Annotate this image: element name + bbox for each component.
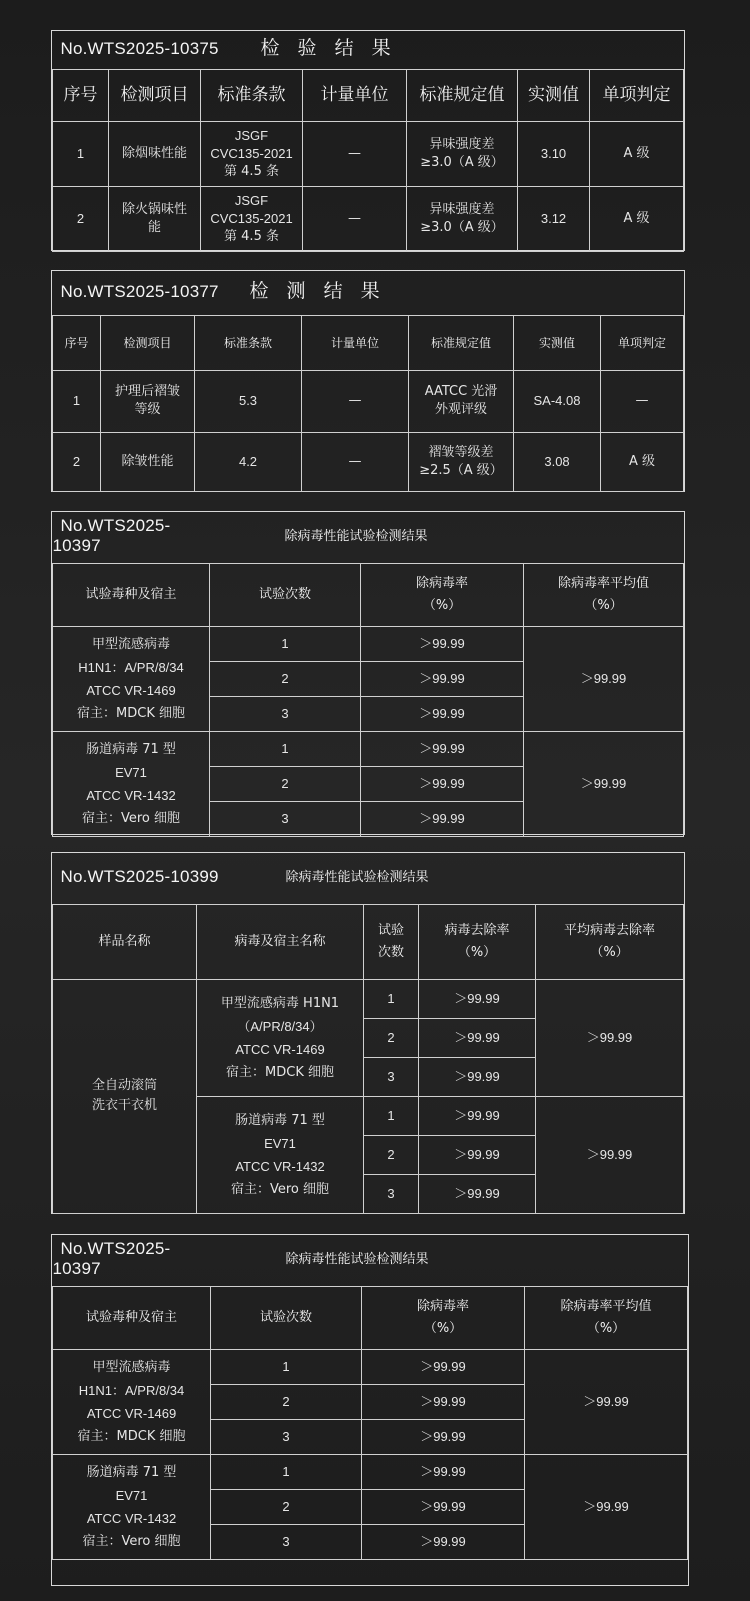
report-wts2025-10397 [51, 511, 685, 835]
row-judgement: — [601, 370, 684, 432]
virus-host-cell: 肠道病毒 71 型 EV71 ATCC VR-1432 宿主：Vero 细胞 [197, 1096, 364, 1213]
row-requirement: 异味强度差 ≥3.0（A 级） [407, 121, 518, 186]
report-wts2025-10397-repeat [51, 1234, 689, 1586]
header-seq: 序号 [53, 69, 109, 121]
row-standard: 4.2 [195, 432, 302, 491]
row-measured: SA-4.08 [514, 370, 601, 432]
virus-host-cell: 肠道病毒 71 型 EV71 ATCC VR-1432 宿主：Vero 细胞 [53, 1454, 211, 1559]
row-measured: 3.12 [518, 186, 590, 251]
row-standard: 5.3 [195, 370, 302, 432]
header-item: 检测项目 [109, 69, 201, 121]
removal-rate: ＞99.99 [361, 661, 524, 696]
header-judgement: 单项判定 [590, 69, 684, 121]
removal-rate: ＞99.99 [362, 1419, 525, 1454]
table-row [53, 1349, 688, 1384]
row-judgement: A 级 [590, 186, 684, 251]
removal-rate: ＞99.99 [362, 1454, 525, 1489]
report-number: No.WTS2025-10377 [60, 281, 219, 301]
table-row [53, 626, 684, 661]
removal-rate: ＞99.99 [419, 1135, 536, 1174]
virus-host-cell: 甲型流感病毒 H1N1：A/PR/8/34 ATCC VR-1469 宿主：MDCK 细胞 [53, 626, 210, 731]
header-runs: 试验 次数 [364, 904, 419, 979]
header-unit: 计量单位 [303, 69, 407, 121]
header-seq: 序号 [53, 315, 101, 370]
run-number: 3 [210, 801, 361, 836]
row-seq: 1 [53, 121, 109, 186]
removal-rate: ＞99.99 [362, 1384, 525, 1419]
sample-name-cell: 全自动滚筒 洗衣干衣机 [53, 979, 197, 1213]
removal-rate: ＞99.99 [419, 1096, 536, 1135]
removal-rate: ＞99.99 [361, 766, 524, 801]
report-wts2025-10375 [51, 30, 685, 251]
header-requirement: 标准规定值 [407, 69, 518, 121]
table-row [53, 979, 684, 1018]
run-number: 1 [210, 626, 361, 661]
table-row [53, 1454, 688, 1489]
table-row [53, 731, 684, 766]
table-row [53, 432, 684, 491]
header-virus-host: 试验毒种及宿主 [53, 563, 210, 626]
run-number: 1 [211, 1454, 362, 1489]
row-judgement: A 级 [601, 432, 684, 491]
run-number: 2 [210, 766, 361, 801]
table-row [53, 121, 684, 186]
removal-rate: ＞99.99 [419, 979, 536, 1018]
row-judgement: A 级 [590, 121, 684, 186]
removal-rate: ＞99.99 [362, 1489, 525, 1524]
header-measured: 实测值 [514, 315, 601, 370]
header-requirement: 标准规定值 [409, 315, 514, 370]
run-number: 3 [211, 1524, 362, 1559]
header-average-rate: 平均病毒去除率 （%） [536, 904, 684, 979]
removal-rate: ＞99.99 [419, 1174, 536, 1213]
row-standard: JSGF CVC135-2021 第 4.5 条 [201, 186, 303, 251]
header-sample-name: 样品名称 [53, 904, 197, 979]
report-wts2025-10399 [51, 852, 685, 1214]
run-number: 2 [211, 1489, 362, 1524]
row-seq: 2 [53, 186, 109, 251]
header-unit: 计量单位 [302, 315, 409, 370]
header-item: 检测项目 [101, 315, 195, 370]
row-seq: 2 [53, 432, 101, 491]
row-unit: — [302, 432, 409, 491]
header-measured: 实测值 [518, 69, 590, 121]
header-average-rate: 除病毒率平均值 （%） [525, 1286, 688, 1349]
removal-rate: ＞99.99 [361, 801, 524, 836]
report-title: 除病毒性能试验检测结果 [285, 870, 429, 886]
run-number: 2 [364, 1018, 419, 1057]
run-number: 2 [210, 661, 361, 696]
run-number: 1 [364, 1096, 419, 1135]
removal-rate: ＞99.99 [361, 731, 524, 766]
removal-rate: ＞99.99 [361, 626, 524, 661]
header-runs: 试验次数 [211, 1286, 362, 1349]
removal-rate: ＞99.99 [362, 1349, 525, 1384]
average-rate: ＞99.99 [524, 626, 684, 731]
average-rate: ＞99.99 [536, 1096, 684, 1213]
average-rate: ＞99.99 [525, 1454, 688, 1559]
row-item: 除烟味性能 [109, 121, 201, 186]
row-unit: — [303, 186, 407, 251]
row-item: 除皱性能 [101, 432, 195, 491]
header-removal-rate: 除病毒率 （%） [362, 1286, 525, 1349]
header-virus-host: 病毒及宿主名称 [197, 904, 364, 979]
virus-host-cell: 甲型流感病毒 H1N1 （A/PR/8/34） ATCC VR-1469 宿主：MDCK 细胞 [197, 979, 364, 1096]
run-number: 3 [211, 1419, 362, 1454]
header-judgement: 单项判定 [601, 315, 684, 370]
virus-host-cell: 甲型流感病毒 H1N1：A/PR/8/34 ATCC VR-1469 宿主：MDCK 细胞 [53, 1349, 211, 1454]
run-number: 1 [211, 1349, 362, 1384]
removal-rate: ＞99.99 [419, 1018, 536, 1057]
run-number: 2 [211, 1384, 362, 1419]
virus-host-cell: 肠道病毒 71 型 EV71 ATCC VR-1432 宿主：Vero 细胞 [53, 731, 210, 836]
header-average-rate: 除病毒率平均值 （%） [524, 563, 684, 626]
header-virus-host: 试验毒种及宿主 [53, 1286, 211, 1349]
row-requirement: 褶皱等级差 ≥2.5（A 级） [409, 432, 514, 491]
header-standard: 标准条款 [195, 315, 302, 370]
average-rate: ＞99.99 [536, 979, 684, 1096]
run-number: 1 [210, 731, 361, 766]
table-row [53, 186, 684, 251]
row-measured: 3.10 [518, 121, 590, 186]
report-number: No.WTS2025-10397 [52, 516, 171, 556]
report-number: No.WTS2025-10375 [60, 38, 219, 58]
header-standard: 标准条款 [201, 69, 303, 121]
report-title: 除病毒性能试验检测结果 [284, 529, 428, 545]
row-requirement: AATCC 光滑 外观评级 [409, 370, 514, 432]
report-number: No.WTS2025-10399 [60, 867, 219, 887]
row-unit: — [302, 370, 409, 432]
removal-rate: ＞99.99 [419, 1057, 536, 1096]
run-number: 3 [210, 696, 361, 731]
report-title: 检 测 结 果 [249, 280, 386, 303]
row-measured: 3.08 [514, 432, 601, 491]
average-rate: ＞99.99 [525, 1349, 688, 1454]
report-title: 除病毒性能试验检测结果 [285, 1252, 429, 1268]
header-removal-rate: 病毒去除率 （%） [419, 904, 536, 979]
run-number: 3 [364, 1057, 419, 1096]
run-number: 2 [364, 1135, 419, 1174]
row-standard: JSGF CVC135-2021 第 4.5 条 [201, 121, 303, 186]
removal-rate: ＞99.99 [361, 696, 524, 731]
row-item: 除火锅味性 能 [109, 186, 201, 251]
row-unit: — [303, 121, 407, 186]
report-wts2025-10377 [51, 270, 685, 492]
table-row [53, 370, 684, 432]
row-requirement: 异味强度差 ≥3.0（A 级） [407, 186, 518, 251]
row-seq: 1 [53, 370, 101, 432]
header-removal-rate: 除病毒率 （%） [361, 563, 524, 626]
report-number: No.WTS2025-10397 [52, 1239, 171, 1279]
run-number: 3 [364, 1174, 419, 1213]
average-rate: ＞99.99 [524, 731, 684, 836]
run-number: 1 [364, 979, 419, 1018]
report-title: 检 验 结 果 [260, 37, 397, 60]
removal-rate: ＞99.99 [362, 1524, 525, 1559]
row-item: 护理后褶皱 等级 [101, 370, 195, 432]
header-runs: 试验次数 [210, 563, 361, 626]
